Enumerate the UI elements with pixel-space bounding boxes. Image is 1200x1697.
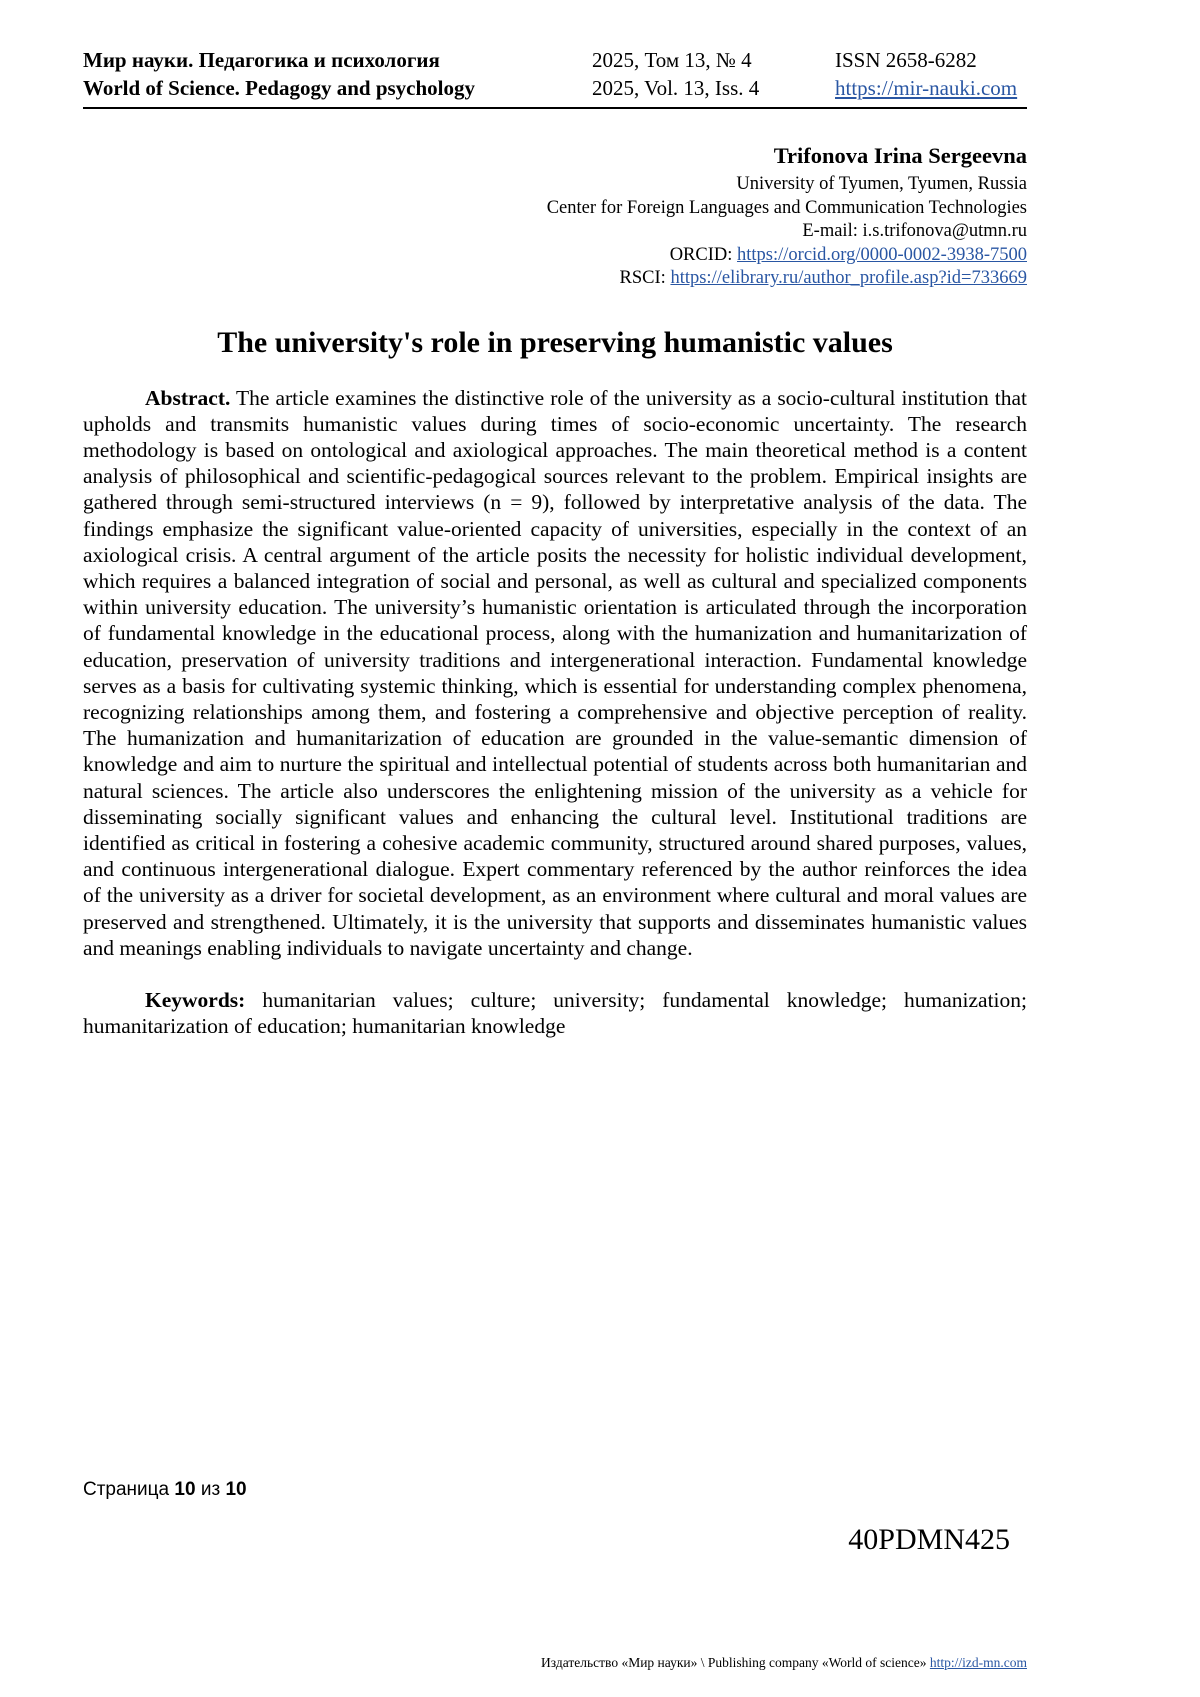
journal-issue-block [592, 46, 835, 102]
author-email: E-mail: i.s.trifonova@utmn.ru [802, 221, 1027, 241]
journal-issue-ru: 2025, Том 13, № 4 [592, 48, 752, 72]
page-counter-separator: из [195, 1479, 226, 1500]
page-counter-total: 10 [225, 1479, 247, 1500]
publisher-text: Издательство «Мир науки» \ Publishing company «World of science» [541, 1655, 930, 1670]
author-orcid-line [83, 244, 1027, 268]
journal-issn-block [835, 46, 1027, 102]
journal-name-en: World of Science. Pedagogy and psychology [83, 76, 476, 100]
abstract-text: The article examines the distinctive role of the university as a socio-cultural institution that upholds and transmits humanistic values during times of socio-economic uncertainty. The research methodology is based on ontological and axiological approaches. The main theoretical method is a content analysis of philosophical and scientific-pedagogical sources relevant to the problem. Empirical insights are gathered through semi-structured interviews (n = 9), followed by interpretative analysis of the data. The findings emphasize the significant value-oriented capacity of universities, especially in the context of an axiological crisis. A central argument of the article posits the necessity for holistic individual development, which requires a balanced integration of social and personal, as well as cultural and specialized components within university education. The university’s humanistic orientation is articulated through the incorporation of fundamental knowledge in the educational process, along with the humanization and humanitarization of education, preservation of university traditions and intergenerational interaction. Fundamental knowledge serves as a basis for cultivating systemic thinking, which is essential for understanding complex phenomena, recognizing relationships among them, and fostering a comprehensive and objective perception of reality. The humanization and humanitarization of education are grounded in the value-semantic dimension of knowledge and aim to nurture the spiritual and intellectual potential of students across both humanitarian and natural sciences. The article also underscores the enlightening mission of the university as a vehicle for disseminating socially significant values and enhancing the cultural level. Institutional traditions are identified as critical in fostering a cohesive academic community, structured around shared purposes, values, and continuous intergenerational dialogue. Expert commentary referenced by the author reinforces the idea of the university as a driver for societal development, as an environment where cultural and moral values are preserved and strengthened. Ultimately, it is the university that supports and disseminates humanistic values and meanings enabling individuals to navigate uncertainty and change. [83, 385, 1027, 960]
orcid-link[interactable]: https://orcid.org/0000-0002-3938-7500 [737, 244, 1027, 265]
keywords-text: humanitarian values; culture; university; fundamental knowledge; humanization; humanitarization of education; humanitarian knowledge [83, 987, 1027, 1039]
journal-site-line [835, 74, 1027, 102]
journal-name-block [83, 46, 592, 102]
abstract-paragraph [83, 385, 1027, 961]
journal-site-link[interactable]: https://mir-nauki.com [835, 76, 1018, 100]
author-department: Center for Foreign Languages and Communication Technologies [546, 197, 1027, 218]
header-divider [83, 107, 1027, 109]
keywords-paragraph [83, 987, 1027, 1039]
journal-name-ru: Мир науки. Педагогика и психология [83, 48, 440, 72]
page-counter-current: 10 [174, 1479, 196, 1500]
abstract-label: Abstract. [145, 385, 231, 410]
author-name: Trifonova Irina Sergeevna [773, 143, 1027, 168]
author-rsci-line [83, 267, 1027, 291]
publisher-line [541, 1654, 1027, 1671]
publisher-link[interactable]: http://izd-mn.com [929, 1655, 1027, 1670]
rsci-label: RSCI: [619, 268, 671, 288]
page-counter-prefix: Страница [83, 1479, 175, 1500]
keywords-label: Keywords: [145, 987, 246, 1012]
article-title: The university's role in preserving humanistic values [217, 325, 893, 359]
journal-issn: ISSN 2658-6282 [835, 48, 977, 72]
rsci-link[interactable]: https://elibrary.ru/author_profile.asp?id=733669 [670, 268, 1027, 288]
journal-header [83, 0, 1027, 102]
author-affiliation: University of Tyumen, Tyumen, Russia [736, 174, 1027, 194]
author-block [83, 141, 1027, 291]
orcid-label: ORCID: [669, 244, 738, 265]
page-content [83, 0, 1027, 1039]
document-code: 40PDMN425 [848, 1523, 1010, 1556]
page-counter [83, 1478, 247, 1502]
journal-issue-en: 2025, Vol. 13, Iss. 4 [592, 76, 760, 100]
